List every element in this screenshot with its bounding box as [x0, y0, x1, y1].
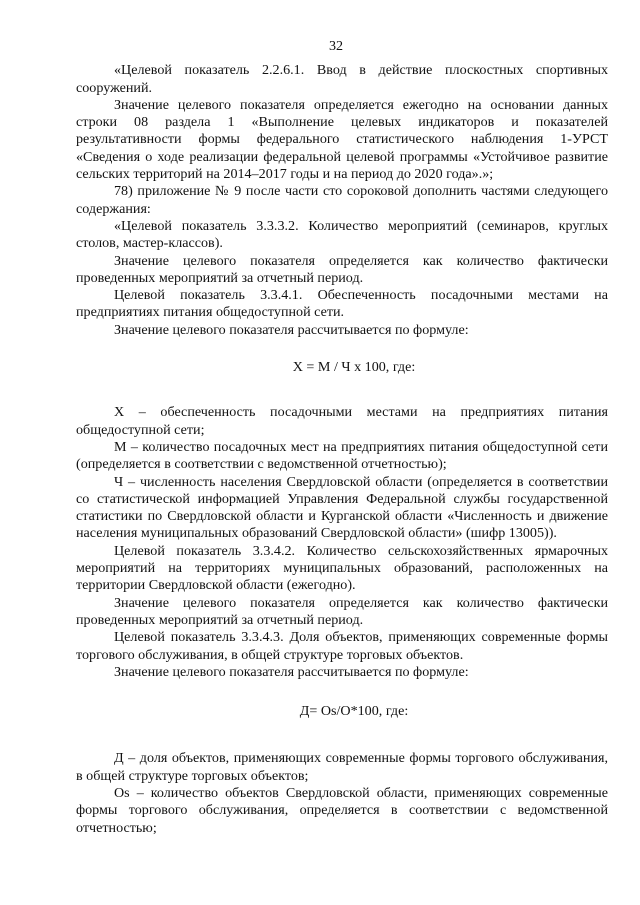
paragraph: Значение целевого показателя определяется как количество фактически проведенных мероприятий за отчетный период.: [76, 252, 608, 286]
paragraph: Значение целевого показателя рассчитывается по формуле:: [114, 663, 469, 680]
paragraph: Значение целевого показателя определяется ежегодно на основании данных строки 08 раздела 1 «Выполнение целевых индикаторов и показателей результативности формы федерального статистического наблюдения 1-УРСТ «Сведения о ходе реализации федеральной целевой программы «Устойчивое развитие сельских территорий на 2014–2017 годы и на период до 2020 года».»;: [76, 96, 608, 183]
paragraph: Целевой показатель 3.3.4.2. Количество сельскохозяйственных ярмарочных мероприятий на территориях муниципальных образований, расположенных на территории Свердловской области (ежегодно).: [76, 542, 608, 594]
paragraph: Х – обеспеченность посадочными местами на предприятиях питания общедоступной сети;: [76, 404, 608, 438]
paragraph: 78) приложение № 9 после части сто сороковой дополнить частями следующего содержания:: [76, 183, 608, 217]
paragraph: Значение целевого показателя рассчитывается по формуле:: [114, 321, 469, 338]
paragraph: Ч – численность населения Свердловской области (определяется в соответствии со статистической информацией Управления Федеральной службы государственной статистики по Свердловской области и Курганской области «Численность и движение населения муниципальных образований Свердловской области» (шифр 13005)).: [76, 473, 608, 542]
paragraph: Os – количество объектов Свердловской области, применяющих современные формы торгового обслуживания, определяется в соответствии с ведомственной отчетностью;: [76, 784, 608, 836]
paragraph: Д – доля объектов, применяющих современные формы торгового обслуживания, в общей структуре торговых объектов;: [76, 750, 608, 784]
paragraph: Значение целевого показателя определяется как количество фактически проведенных мероприятий за отчетный период.: [76, 594, 608, 628]
formula-share: Д= Os/О*100, где:: [299, 703, 409, 720]
paragraph: М – количество посадочных мест на предприятиях питания общедоступной сети (определяется в соответствии с ведомственной отчетностью);: [76, 438, 608, 473]
page-number: 32: [328, 38, 344, 54]
paragraph: Целевой показатель 3.3.4.1. Обеспеченность посадочными местами на предприятиях питания общедоступной сети.: [76, 287, 608, 321]
paragraph: «Целевой показатель 3.3.3.2. Количество мероприятий (семинаров, круглых столов, мастер-классов).: [76, 217, 608, 252]
paragraph: «Целевой показатель 2.2.6.1. Ввод в действие плоскостных спортивных сооружений.: [76, 62, 608, 96]
paragraph: Целевой показатель 3.3.4.3. Доля объектов, применяющих современные формы торгового обслуживания, в общей структуре торговых объектов.: [76, 629, 608, 663]
formula-provision: Х = М / Ч х 100, где:: [292, 359, 416, 376]
